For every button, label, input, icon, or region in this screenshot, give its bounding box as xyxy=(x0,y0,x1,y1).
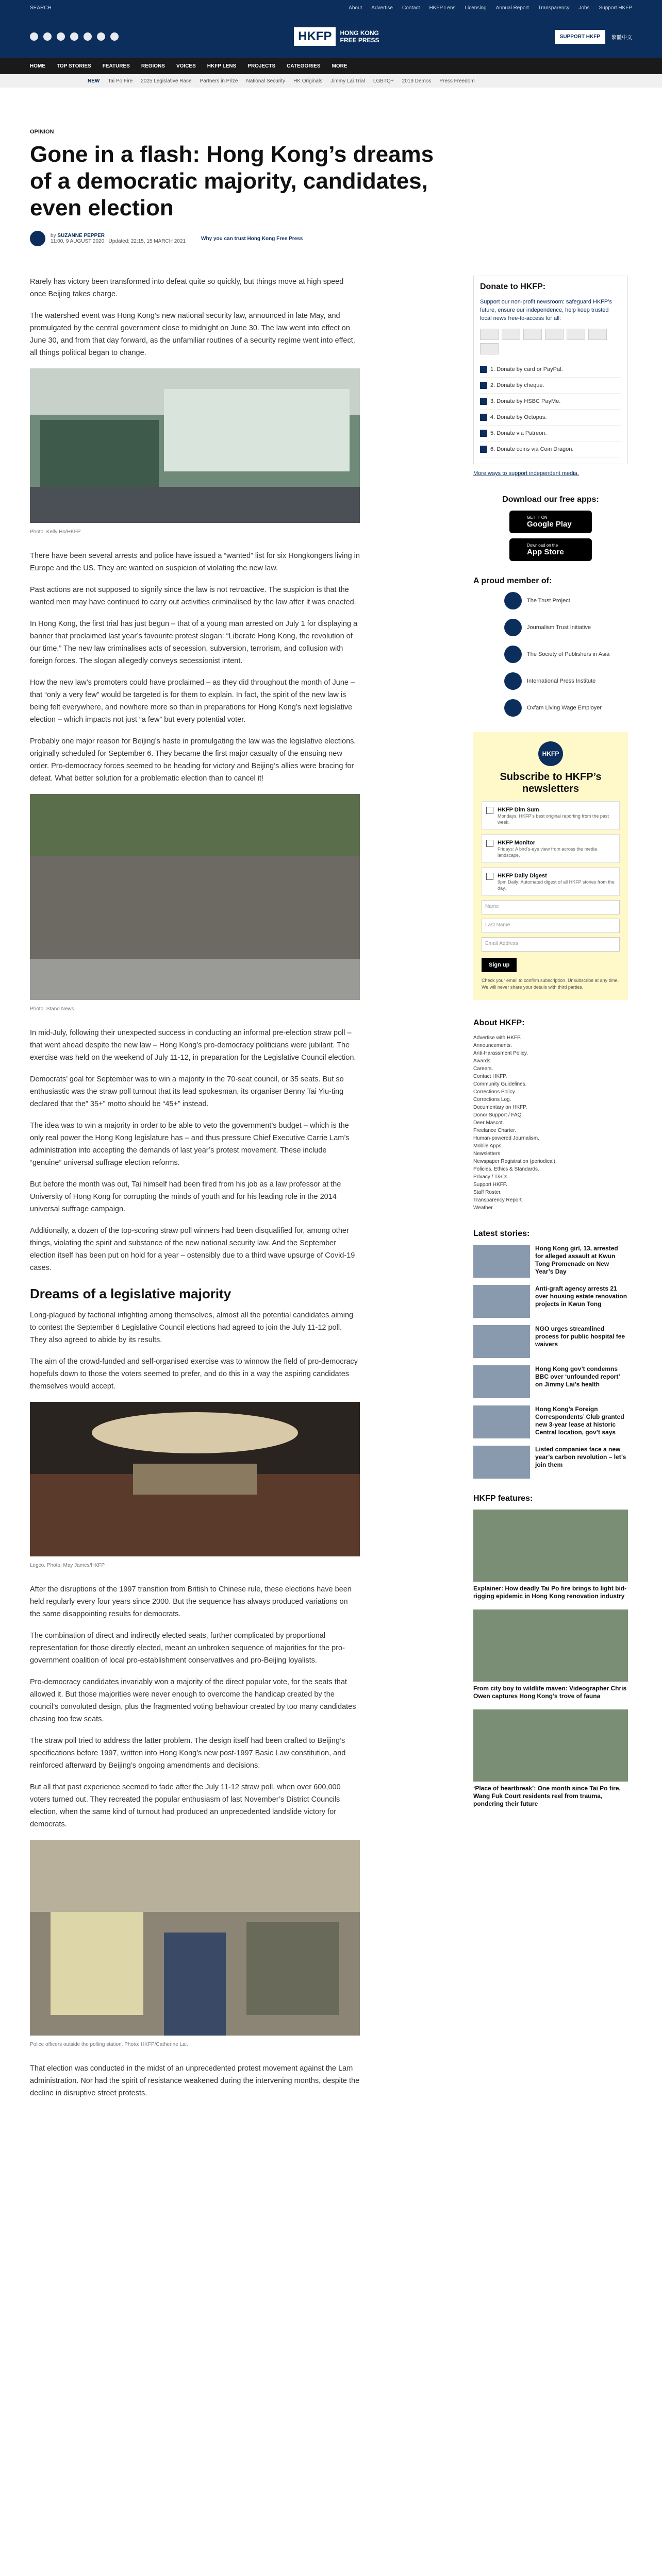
story-title: NGO urges streamlined process for public hospital fee waivers xyxy=(535,1325,625,1348)
page-wrap xyxy=(30,129,632,2097)
about-link[interactable]: Transparency Report. xyxy=(473,1197,523,1203)
byline-text xyxy=(51,233,186,244)
story-thumbnail xyxy=(473,1245,530,1278)
utility-link[interactable]: Advertise xyxy=(371,5,393,11)
paragraph: Rarely has victory been transformed into defeat quite so quickly, but things move at high speed once Beijing takes charge. xyxy=(30,278,344,298)
about-link[interactable]: Donor Support / FAQ. xyxy=(473,1112,523,1118)
newsletter-checkbox[interactable] xyxy=(486,840,493,847)
cheque-icon xyxy=(480,382,487,389)
jti-icon xyxy=(504,619,522,636)
facebook-icon[interactable] xyxy=(30,32,38,41)
photo-caption: Photo: Kelly Ho/HKFP xyxy=(30,529,81,535)
newsletter-option[interactable] xyxy=(482,834,620,863)
about-link[interactable]: Support HKFP. xyxy=(473,1182,507,1188)
newsletter-option[interactable] xyxy=(482,867,620,896)
card-icon xyxy=(480,329,499,340)
newsletter-checkbox[interactable] xyxy=(486,807,493,814)
newsletter-box xyxy=(473,732,628,1000)
utility-link[interactable]: Contact xyxy=(402,5,420,11)
latest-stories xyxy=(473,1229,628,1479)
header-actions xyxy=(555,30,632,44)
about-link[interactable]: Human-powered Journalism. xyxy=(473,1136,539,1141)
latest-item[interactable] xyxy=(473,1446,628,1479)
member-label: The Trust Project xyxy=(527,598,570,604)
apps-title: Download our free apps: xyxy=(502,495,599,504)
patreon-icon xyxy=(480,430,487,437)
newsletter-desc: Mondays: HKFP’s best original reporting from the past week. xyxy=(498,814,609,825)
donate-option[interactable] xyxy=(480,442,621,457)
member-logo[interactable] xyxy=(504,646,628,663)
member-logo[interactable] xyxy=(504,672,628,690)
paragraph: In mid-July, following their unexpected success in conducting an informal pre-election straw poll – that went ahead despite the new law – Hong Kong’s pro-democracy politicians were jubilant. The exercise was held on the weekend of July 11-12, in preparation for the Legislative Council election. xyxy=(30,1029,356,1062)
trending-bar xyxy=(0,74,662,88)
paragraph: In Hong Kong, the first trial has just begun – that of a young man arrested on July 1 for displaying a banner that proclaimed last year’s favourite protest slogan: “Liberate Hong Kong, the revolution of our time.” The new law criminalises acts of secession, subversion, terrorism, and collusion with foreign forces. The slogan allegedly conveys secessionist intent. xyxy=(30,620,358,665)
article-photo xyxy=(30,794,360,1000)
paragraph: Long-plagued by factional infighting among themselves, almost all the potential candidates aiming to contest the September 6 Legislative Council elections had agreed to join the July 11-12 poll. They also agreed to abide by its results. xyxy=(30,1311,354,1344)
nav-item[interactable]: PROJECTS xyxy=(247,63,276,69)
utility-links xyxy=(349,5,632,11)
byline xyxy=(30,231,632,246)
paragraph: The watershed event was Hong Kong’s new national security law, announced in late May, and promulgated by the central government close to midnight on June 30. The law went into effect on June 30, and from that day forward, as the unfamiliar routines of a security regime went into effect, all things political began to change. xyxy=(30,312,355,357)
sopa-icon xyxy=(504,646,522,663)
support-button[interactable]: SUPPORT HKFP xyxy=(555,30,605,44)
utility-link[interactable]: Licensing xyxy=(465,5,487,11)
article-photo xyxy=(30,368,360,523)
donate-option[interactable] xyxy=(480,362,621,378)
donate-option[interactable] xyxy=(480,378,621,394)
nav-item[interactable]: HOME xyxy=(30,63,45,69)
latest-item[interactable] xyxy=(473,1405,628,1438)
paragraph: That election was conducted in the midst of an unprecedented protest movement against the Lam administration. Nor had the spirit of resistance weakened during the intervening months, despite the decline in disruptive street protests. xyxy=(30,2064,360,2097)
feature-title: ‘Place of heartbreak’: One month since Tai Po fire, Wang Fuk Court residents reel from trauma, pondering their future xyxy=(473,1785,621,1807)
logo-line: FREE PRESS xyxy=(340,37,379,44)
nav-item[interactable]: HKFP LENS xyxy=(207,63,237,69)
utility-link[interactable]: Jobs xyxy=(578,5,590,11)
donate-option-label: 3. Donate by HSBC PayMe. xyxy=(490,398,561,404)
story-title: Listed companies face a new year’s carbon revolution – let’s join them xyxy=(535,1446,626,1468)
google-play-button[interactable] xyxy=(509,511,592,533)
store-label: App Store xyxy=(527,548,564,556)
more-ways-link[interactable]: More ways to support independent media. xyxy=(473,470,579,477)
logo-text xyxy=(340,29,379,44)
about-link[interactable]: Corrections Log. xyxy=(473,1097,511,1103)
newsletter-desc: Fridays: A bird’s-eye view from across the media landscape. xyxy=(498,846,597,858)
about-link[interactable]: Deer Mascot. xyxy=(473,1120,504,1126)
why-trust-link[interactable]: Why you can trust Hong Kong Free Press xyxy=(201,235,303,242)
top-utility-bar xyxy=(0,0,662,15)
about-link[interactable]: Community Guidelines. xyxy=(473,1081,527,1087)
paragraph: The straw poll tried to address the latter problem. The design itself had been crafted to Beijing’s specifications before 1997, written into Hong Kong’s new post-1997 Basic Law constitution, and reinforced afterward by Beijing’s ongoing amendments and decisions. xyxy=(30,1737,346,1770)
member-label: International Press Institute xyxy=(527,678,596,684)
feature-item[interactable] xyxy=(473,1609,628,1700)
article-body xyxy=(30,276,360,2109)
about-list xyxy=(473,1034,628,1212)
sidebar xyxy=(473,276,628,1817)
trust-project-icon xyxy=(504,592,522,609)
paragraph: There have been several arrests and police have issued a “wanted” list for six Hongkongers living in Europe and the US. They are wanted on suspicion of violating the new law. xyxy=(30,552,360,572)
nav-item[interactable]: MORE xyxy=(332,63,347,69)
feature-title: Explainer: How deadly Tai Po fire brings to light bid-rigging epidemic in Hong Kong renovation industry xyxy=(473,1585,627,1600)
feature-thumbnail xyxy=(473,1609,628,1682)
linkedin-icon[interactable] xyxy=(84,32,92,41)
utility-link[interactable]: Transparency xyxy=(538,5,570,11)
card-icon xyxy=(502,329,520,340)
article-headline: Gone in a flash: Hong Kong’s dreams of a democratic majority, candidates, even election xyxy=(30,142,434,221)
byline-prefix: by xyxy=(51,233,56,239)
paragraph: The aim of the crowd-funded and self-organised exercise was to winnow the field of pro-democracy hopefuls down to those the voters seemed to prefer, and do this in a way the aspiring candidates themselves would accept. xyxy=(30,1358,358,1391)
newsletter-checkbox[interactable] xyxy=(486,873,493,880)
card-icon xyxy=(588,329,607,340)
youtube-icon[interactable] xyxy=(70,32,78,41)
card-icon xyxy=(567,329,585,340)
signup-button[interactable]: Sign up xyxy=(482,958,517,972)
paragraph: But before the month was out, Tai himself had been fired from his job as a law professor at the University of Hong Kong for corrupting the minds of youth and for his leading role in the 2014 universal suffrage campaign. xyxy=(30,1180,341,1213)
story-title: Hong Kong girl, 13, arrested for alleged assault at Kwun Tong Promenade on New Year’s Day xyxy=(535,1245,618,1275)
donate-title: Donate to HKFP: xyxy=(480,282,546,291)
trending-link[interactable]: HK Originals xyxy=(293,78,323,84)
paragraph: Pro-democracy candidates invariably won a majority of the direct popular vote, for the seats that allowed it. But those majorities were never enough to overcome the handicap created by the council’s convoluted design, plus the fragmented voting behaviour created by too many candidates chasing too few seats. xyxy=(30,1678,356,1723)
updated-date: Updated: 22:15, 15 MARCH 2021 xyxy=(108,239,186,244)
paragraph: Additionally, a dozen of the top-scoring straw poll winners had been disqualified for, among other things, violating the spirit and substance of the new national security law. And the September election itself has been put on hold for a year – ostensibly due to a third wave upsurge of Covid-19 cases. xyxy=(30,1227,355,1272)
store-small-label: Download on the xyxy=(527,543,558,548)
paragraph: How the new law’s promoters could have proclaimed – as they did throughout the month of June – that “only a very few” would be targeted is for them to explain. In fact, the spirit of the new law is being felt everywhere, and nowhere more so than in preparations for Hong Kong’s next legislative election – which impacts not just “a few” but every potential voter. xyxy=(30,679,355,724)
about-link[interactable]: Policies, Ethics & Standards. xyxy=(473,1166,539,1172)
about-link[interactable]: Corrections Policy. xyxy=(473,1089,516,1095)
trending-link[interactable]: Jimmy Lai Trial xyxy=(330,78,365,84)
rss-icon[interactable] xyxy=(110,32,119,41)
feature-thumbnail xyxy=(473,1709,628,1782)
newsletter-title: Subscribe to HKFP’s newsletters xyxy=(500,771,602,794)
member-logo[interactable] xyxy=(504,699,628,717)
story-thumbnail xyxy=(473,1325,530,1358)
about-link[interactable]: Anti-Harassment Policy. xyxy=(473,1050,528,1056)
instagram-icon[interactable] xyxy=(57,32,65,41)
newsletter-desc: 9pm Daily: Automated digest of all HKFP stories from the day. xyxy=(498,879,615,891)
about-title: About HKFP: xyxy=(473,1019,525,1027)
trending-link[interactable]: Press Freedom xyxy=(439,78,475,84)
feature-thumbnail xyxy=(473,1510,628,1582)
published-date: 11:00, 9 AUGUST 2020 xyxy=(51,239,105,244)
trending-link[interactable]: National Security xyxy=(246,78,286,84)
author-link[interactable]: SUZANNE PEPPER xyxy=(57,233,105,239)
article-photo xyxy=(30,1402,360,1556)
nav-item[interactable]: REGIONS xyxy=(141,63,165,69)
about-link[interactable]: Newspaper Registration (periodical). xyxy=(473,1159,557,1164)
photo-caption: Legco. Photo: May James/HKFP xyxy=(30,1563,105,1568)
about-link[interactable]: Mobile Apps. xyxy=(473,1143,503,1149)
app-store-button[interactable] xyxy=(509,538,592,561)
paragraph: After the disruptions of the 1997 transition from British to Chinese rule, these elections have been held regularly every four years since 2000. But the sequence has always produced variations on the same disappointing results for democrats. xyxy=(30,1585,352,1618)
paragraph: The idea was to win a majority in order to be able to veto the government’s budget – which is the only real power the Hong Kong legislature has – and thus pressure Chief Executive Carrie Lam’s administration into accepting the demands of last year’s protest movement. These include “genuine” universal suffrage election reforms. xyxy=(30,1122,350,1167)
about-link[interactable]: Newsletters. xyxy=(473,1151,502,1157)
about-link[interactable]: Contact HKFP. xyxy=(473,1074,507,1079)
name-field[interactable]: Name xyxy=(482,900,620,914)
trending-link[interactable]: 2019 Demos xyxy=(402,78,432,84)
about-link[interactable]: Freelance Charter. xyxy=(473,1128,516,1133)
ipi-icon xyxy=(504,672,522,690)
about-link[interactable]: Documentary on HKFP. xyxy=(473,1105,527,1110)
utility-link[interactable]: Support HKFP xyxy=(599,5,632,11)
about-link[interactable]: Careers. xyxy=(473,1066,493,1072)
site-header xyxy=(0,15,662,58)
newsletter-option[interactable] xyxy=(482,801,620,830)
photo-caption: Police officers outside the polling station. Photo: HKFP/Catherine Lai. xyxy=(30,2042,188,2047)
oxfam-icon xyxy=(504,699,522,717)
member-title: A proud member of: xyxy=(473,577,552,585)
newsletter-name: HKFP Monitor xyxy=(498,840,536,846)
article-photo xyxy=(30,1840,360,2036)
donate-option[interactable] xyxy=(480,426,621,442)
about-box xyxy=(473,1019,628,1212)
utility-link[interactable]: HKFP Lens xyxy=(429,5,456,11)
story-title: Anti-graft agency arrests 21 over housing estate renovation projects in Kwun Tong xyxy=(535,1285,627,1308)
payme-icon xyxy=(480,398,487,405)
store-small-label: GET IT ON xyxy=(527,515,548,520)
card-icon xyxy=(480,366,487,373)
main-nav xyxy=(0,58,662,74)
donate-option-label: 1. Donate by card or PayPal. xyxy=(490,366,563,372)
nav-item[interactable]: CATEGORIES xyxy=(287,63,321,69)
story-thumbnail xyxy=(473,1446,530,1479)
feature-item[interactable] xyxy=(473,1510,628,1600)
photo-caption: Photo: Stand News xyxy=(30,1006,74,1012)
author-avatar xyxy=(30,231,45,246)
language-switch[interactable]: 繁體中文 xyxy=(611,35,632,41)
story-thumbnail xyxy=(473,1285,530,1318)
paragraph: Past actions are not supposed to signify since the law is not retroactive. The suspicion is that the wanted men may have continued to carry out activities criminalised by the law after it was enacted. xyxy=(30,586,356,606)
features-title: HKFP features: xyxy=(473,1494,533,1503)
card-icon xyxy=(523,329,542,340)
about-link[interactable]: Weather. xyxy=(473,1205,494,1211)
donate-option-label: 4. Donate by Octopus. xyxy=(490,414,547,420)
latest-item[interactable] xyxy=(473,1325,628,1358)
newsletter-note: Check your email to confirm subscription. Unsubscribe at any time. We will never share your details with third parties. xyxy=(482,978,619,990)
donate-option-label: 2. Donate by cheque. xyxy=(490,382,544,388)
newsletter-name: HKFP Daily Digest xyxy=(498,873,547,879)
story-thumbnail xyxy=(473,1405,530,1438)
latest-title: Latest stories: xyxy=(473,1229,530,1238)
trending-link[interactable]: Partners in Prize xyxy=(200,78,238,84)
latest-item[interactable] xyxy=(473,1285,628,1318)
about-link[interactable]: Announcements. xyxy=(473,1043,512,1048)
member-label: The Society of Publishers in Asia xyxy=(527,651,610,657)
paragraph: But all that past experience seemed to fade after the July 11-12 straw poll, when over 600,000 voters turned out. They recreated the popular enthusiasm of last November’s District Councils election, when the same kind of turnout had produced an unprecedented landslide victory for democrats. xyxy=(30,1783,341,1828)
newsletter-name: HKFP Dim Sum xyxy=(498,807,539,813)
about-link[interactable]: Staff Roster. xyxy=(473,1190,502,1195)
story-thumbnail xyxy=(473,1365,530,1398)
section-tag[interactable]: OPINION xyxy=(30,129,54,135)
logo-mark: HKFP xyxy=(294,27,336,46)
last-name-field[interactable]: Last Name xyxy=(482,919,620,933)
member-label: Journalism Trust Initiative xyxy=(527,624,591,631)
latest-item[interactable] xyxy=(473,1365,628,1398)
about-link[interactable]: Awards. xyxy=(473,1058,492,1064)
donate-option[interactable] xyxy=(480,410,621,426)
latest-item[interactable] xyxy=(473,1245,628,1278)
about-link[interactable]: Privacy / T&Cs. xyxy=(473,1174,509,1180)
donate-option[interactable] xyxy=(480,394,621,410)
donate-box xyxy=(473,276,628,464)
utility-link[interactable]: About xyxy=(349,5,362,11)
nav-item[interactable]: VOICES xyxy=(176,63,196,69)
paragraph: Probably one major reason for Beijing’s haste in promulgating the law was the legislative elections, originally scheduled for September 6. They became the first major casualty of the ensuing new order. Pro-democracy forces seemed to be heading for victory and Beijing’s allies were bracing for defeat. What better solution for a problematic election than to cancel it! xyxy=(30,737,356,783)
store-label: Google Play xyxy=(527,520,572,529)
paragraph: The combination of direct and indirectly elected seats, further complicated by proportional representation for those directly elected, meant an unbroken sequence of majorities for the pro-government coalition of local pro-establishment conservatives and pro-Beijing loyalists. xyxy=(30,1632,345,1665)
payment-cards xyxy=(480,329,621,354)
coin-icon xyxy=(480,446,487,453)
hkfp-badge-icon: HKFP xyxy=(538,741,563,766)
nav-item[interactable]: TOP STORIES xyxy=(57,63,91,69)
about-link[interactable]: Advertise with HKFP. xyxy=(473,1035,522,1041)
social-icons xyxy=(30,32,119,41)
nav-item[interactable]: FEATURES xyxy=(102,63,130,69)
card-icon xyxy=(545,329,564,340)
mail-icon[interactable] xyxy=(97,32,105,41)
donate-option-label: 5. Donate via Patreon. xyxy=(490,430,547,436)
story-title: Hong Kong’s Foreign Correspondents’ Club granted new 3-year lease at historic Central location, gov’t says xyxy=(535,1405,624,1436)
member-logo[interactable] xyxy=(504,619,628,636)
features-list xyxy=(473,1494,628,1808)
feature-item[interactable] xyxy=(473,1709,628,1808)
member-logo[interactable] xyxy=(504,592,628,609)
donate-text[interactable]: Support our non-profit newsroom: safeguard HKFP’s future, ensure our independence, help keep trusted local news free-to-access for all: xyxy=(480,299,612,321)
utility-link[interactable]: Annual Report xyxy=(495,5,529,11)
trending-label: NEW xyxy=(88,78,100,84)
email-field[interactable]: Email Address xyxy=(482,937,620,952)
trending-link[interactable]: Tai Po Fire xyxy=(108,78,133,84)
paragraph: Democrats’ goal for September was to win a majority in the 70-seat council, or 35 seats. But so enthusiastic was the straw poll turnout that its lead spokesman, its organiser Benny Tai Yiu-ting declared that the” 35+” motto should be “45+” instead. xyxy=(30,1075,344,1108)
site-logo[interactable] xyxy=(294,27,379,46)
logo-line: HONG KONG xyxy=(340,29,379,37)
x-icon[interactable] xyxy=(43,32,52,41)
section-heading: Dreams of a legislative majority xyxy=(30,1286,231,1301)
trending-link[interactable]: 2025 Legislative Race xyxy=(141,78,192,84)
donate-option-label: 6. Donate coins via Coin Dragon. xyxy=(490,446,574,452)
feature-title: From city boy to wildlife maven: Videographer Chris Owen captures Hong Kong’s trove of fauna xyxy=(473,1685,627,1700)
trending-link[interactable]: LGBTQ+ xyxy=(373,78,394,84)
octopus-icon xyxy=(480,414,487,421)
search-link[interactable]: SEARCH xyxy=(30,5,52,11)
story-title: Hong Kong gov’t condemns BBC over ‘unfounded report’ on Jimmy Lai’s health xyxy=(535,1365,620,1388)
member-label: Oxfam Living Wage Employer xyxy=(527,705,602,711)
card-icon xyxy=(480,343,499,354)
